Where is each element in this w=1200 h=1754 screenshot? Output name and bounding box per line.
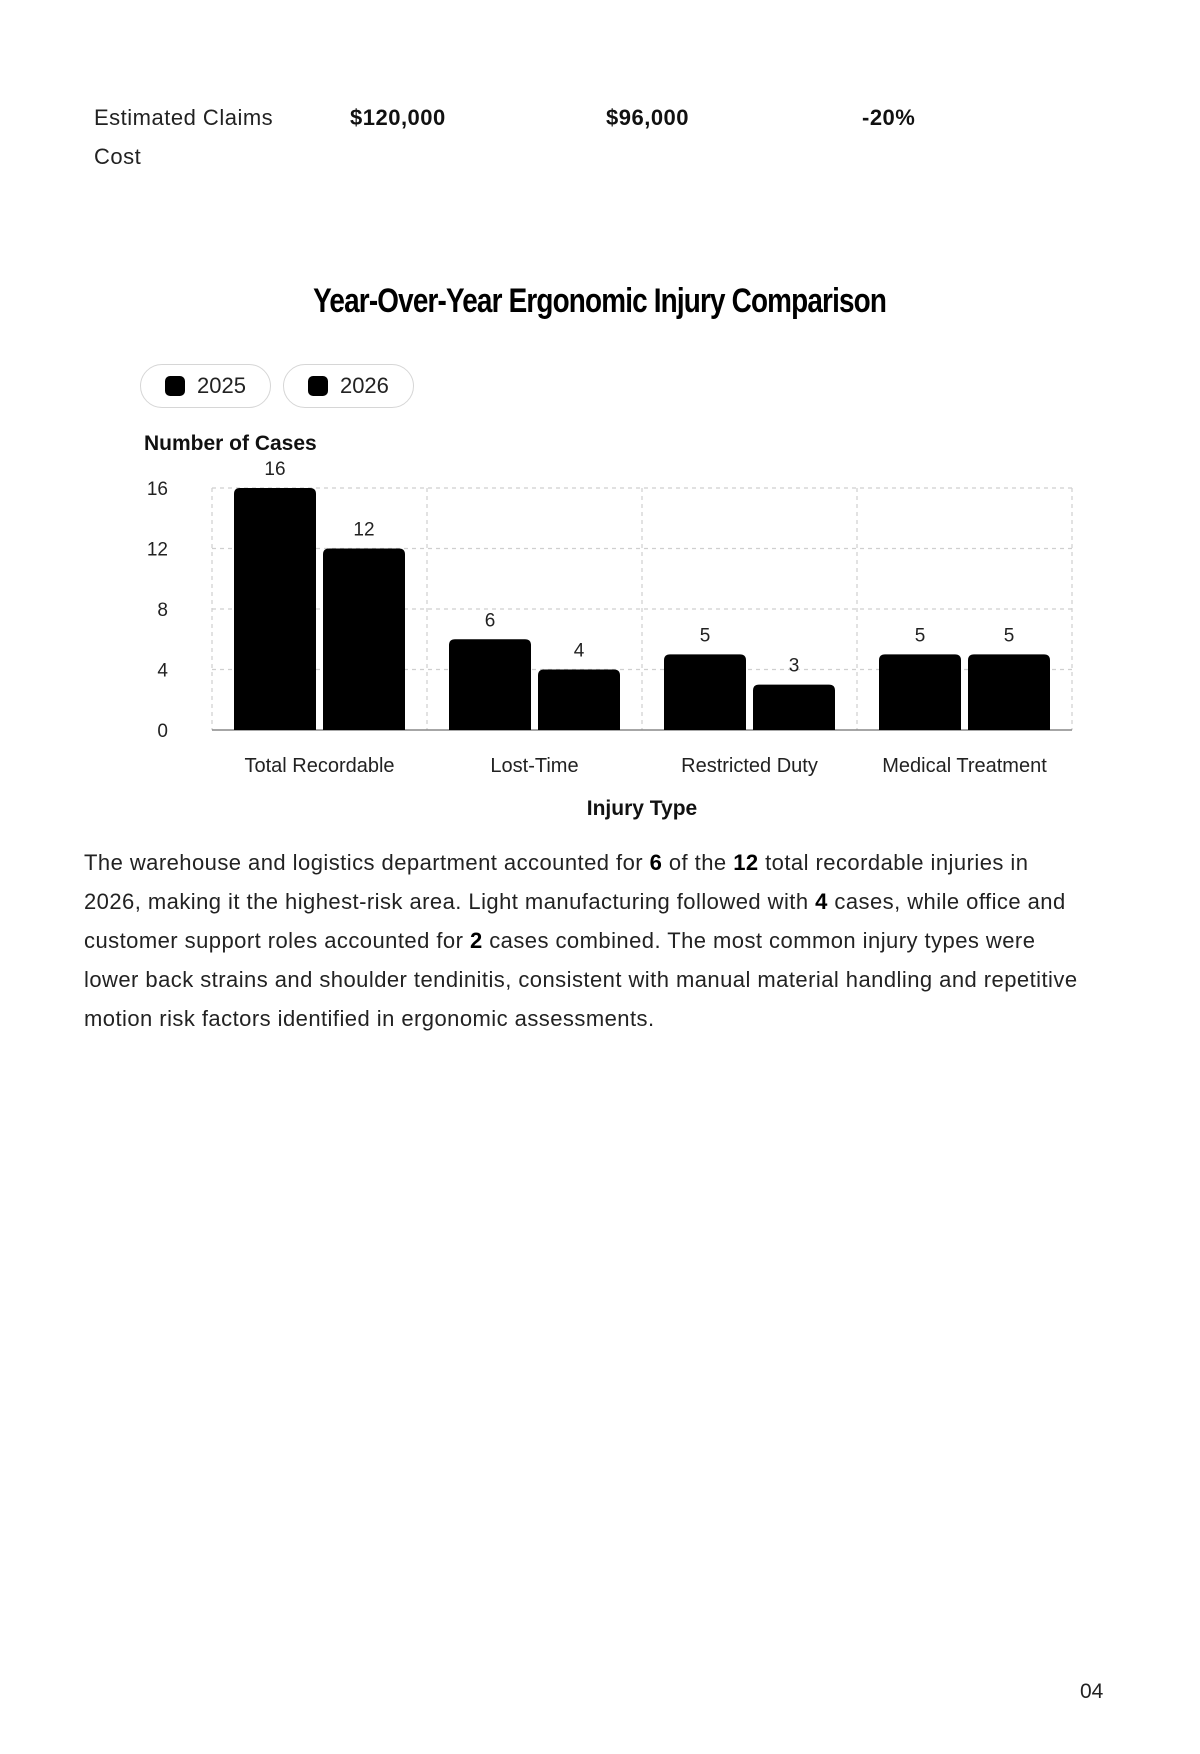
bar-2026 bbox=[968, 654, 1050, 730]
legend-swatch-2026 bbox=[308, 376, 328, 396]
y-tick-label: 12 bbox=[146, 539, 168, 561]
bar-2026 bbox=[538, 670, 620, 731]
legend-label-2026: 2026 bbox=[339, 373, 389, 398]
bar-value-label: 4 bbox=[573, 640, 585, 662]
paragraph-text-5: cases combined. The most common injury types were lower back strains and shoulder tendinitis, consistent with manual material handling and repetitive motion risk factors identified in ergonomic assessments. bbox=[84, 928, 1078, 1031]
x-tick-label: Lost-Time bbox=[490, 755, 579, 777]
bar-value-label: 12 bbox=[353, 519, 375, 541]
x-tick-label: Total Recordable bbox=[244, 755, 395, 777]
bar-2025 bbox=[664, 654, 746, 730]
paragraph-bold-3: 4 bbox=[815, 889, 828, 914]
bar-value-label: 3 bbox=[788, 655, 800, 677]
paragraph-text-3: total recordable injuries in 2026, making it the highest-risk area. Light manufacturing followed with bbox=[84, 850, 1029, 914]
bar-2025 bbox=[879, 654, 961, 730]
bar-chart bbox=[0, 420, 1200, 820]
change-percent: -20% bbox=[862, 105, 916, 130]
value-2026: $96,000 bbox=[606, 105, 690, 130]
claims-cost-row bbox=[94, 90, 994, 180]
paragraph-bold-2: 12 bbox=[733, 850, 759, 875]
paragraph-bold-1: 6 bbox=[649, 850, 663, 875]
y-tick-label: 0 bbox=[157, 721, 168, 742]
bar-2026 bbox=[323, 549, 405, 731]
row-label: Estimated Claims Cost bbox=[94, 105, 274, 169]
legend-item-2025[interactable] bbox=[140, 364, 271, 408]
bar-2026 bbox=[753, 685, 835, 730]
summary-paragraph bbox=[84, 843, 1084, 1038]
legend-label-2025: 2025 bbox=[197, 373, 246, 398]
bar-value-label: 16 bbox=[264, 459, 286, 480]
x-tick-label: Medical Treatment bbox=[882, 755, 1047, 777]
legend-item-2026[interactable] bbox=[283, 364, 414, 408]
paragraph-bold-4: 2 bbox=[469, 928, 483, 953]
page-number: 04 bbox=[1080, 1680, 1104, 1703]
bar-value-label: 5 bbox=[699, 625, 711, 647]
chart-legend bbox=[140, 364, 414, 408]
y-axis-title: Number of Cases bbox=[144, 432, 317, 455]
chart-title: Year-Over-Year Ergonomic Injury Comparison bbox=[313, 282, 887, 320]
paragraph-text-2: of the bbox=[662, 850, 734, 875]
value-2025: $120,000 bbox=[350, 105, 446, 130]
paragraph-text-1: The warehouse and logistics department accounted for bbox=[84, 850, 650, 875]
y-tick-label: 16 bbox=[146, 479, 168, 500]
x-tick-label: Restricted Duty bbox=[681, 755, 818, 777]
bar-2025 bbox=[234, 488, 316, 730]
y-tick-label: 4 bbox=[157, 660, 168, 682]
paragraph-text-4: cases, while office and customer support roles accounted for bbox=[84, 889, 1066, 953]
legend-swatch-2025 bbox=[165, 376, 185, 396]
bar-2025 bbox=[449, 639, 531, 730]
bar-value-label: 5 bbox=[1003, 625, 1015, 647]
bar-value-label: 5 bbox=[914, 625, 926, 647]
y-tick-label: 8 bbox=[157, 600, 168, 621]
x-axis-title: Injury Type bbox=[586, 797, 698, 820]
bar-value-label: 6 bbox=[484, 610, 496, 632]
